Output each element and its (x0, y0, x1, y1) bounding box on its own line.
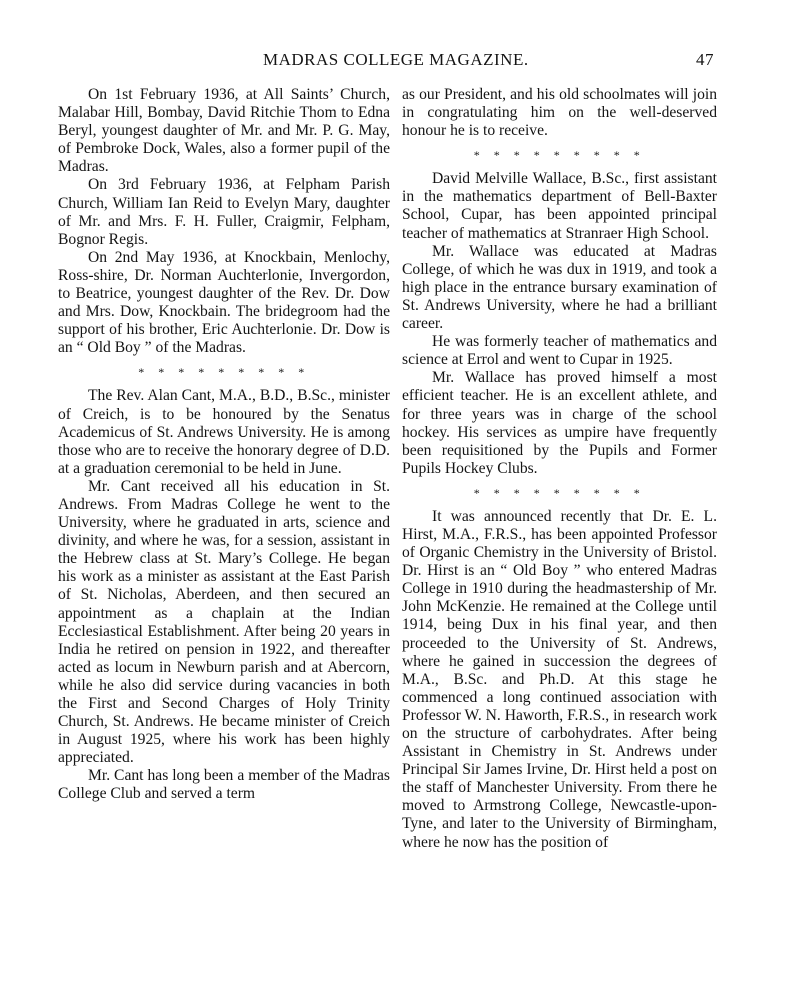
section-divider: * * * * * * * * * (473, 148, 646, 163)
cant-continued-paragraph: as our President, and his old schoolmates will join in congratulating him on the well-deserved honour he is to receive. (402, 86, 717, 140)
running-header (0, 50, 800, 74)
wallace-appointment-paragraph: David Melville Wallace, B.Sc., first assistant in the mathematics department of Bell-Baxter School, Cupar, has been appointed principal teacher of mathematics at Stranraer High School. (402, 170, 717, 242)
marriage-notice-thom: On 1st February 1936, at All Saints’ Church, Malabar Hill, Bombay, David Ritchie Thom to Edna Beryl, youngest daughter of Mr. and Mr. P. G. May, of Pembroke Dock, Wales, also a former pupil of the Madras. (58, 86, 390, 176)
left-column (58, 86, 390, 804)
marriage-notice-reid: On 3rd February 1936, at Felpham Parish Church, William Ian Reid to Evelyn Mary, daughter of Mr. and Mrs. F. H. Fuller, Craigmir, Felpham, Bognor Regis. (58, 176, 390, 248)
wallace-athlete-paragraph: Mr. Wallace has proved himself a most efficient teacher. He is an excellent athlete, and for three years was in charge of the school hockey. His services as umpire have frequently been requisitioned by the Pupils and Former Pupils Hockey Clubs. (402, 369, 717, 477)
right-column (402, 86, 717, 852)
cant-club-paragraph: Mr. Cant has long been a member of the Madras College Club and served a term (58, 767, 390, 803)
page-number: 47 (696, 50, 714, 69)
section-divider: * * * * * * * * * (138, 365, 310, 380)
section-divider: * * * * * * * * * (473, 485, 646, 500)
cant-honour-paragraph: The Rev. Alan Cant, M.A., B.D., B.Sc., minister of Creich, is to be honoured by the Senatus Academicus of St. Andrews University. He is among those who are to receive the honorary degree of D.D. at a graduation ceremonial to be held in June. (58, 387, 390, 477)
cant-career-paragraph: Mr. Cant received all his education in St. Andrews. From Madras College he went to the University, where he graduated in arts, science and divinity, and where he was, for a session, assistant in the Hebrew class at St. Mary’s College. He began his work as a minister as assistant at the East Parish of St. Nicholas, Aberdeen, and then secured an appointment as a chaplain at the Indian Ecclesiastical Establishment. After being 20 years in India he retired on pension in 1922, and thereafter acted as locum in Newburn parish and at Abercorn, while he also did service during vacancies in both the First and Second Charges of Holy Trinity Church, St. Andrews. He became minister of Creich in August 1925, where his work has been highly appreciated. (58, 477, 390, 767)
wallace-teaching-paragraph: He was formerly teacher of mathematics and science at Errol and went to Cupar in 1925. (402, 333, 717, 369)
hirst-appointment-paragraph: It was announced recently that Dr. E. L. Hirst, M.A., F.R.S., has been appointed Professor of Organic Chemistry in the University of Bristol. Dr. Hirst is an “ Old Boy ” who entered Madras College in 1910 during the headmastership of Mr. John McKenzie. He remained at the College until 1914, being Dux in his final year, and then proceeded to the University of St. Andrews, where he gained in succession the degrees of M.A., B.Sc. and Ph.D. At this stage he commenced a long continued association with Professor W. N. Haworth, F.R.S., in research work on the structure of carbohydrates. After being Assistant in Chemistry in St. Andrews under Principal Sir James Irvine, Dr. Hirst held a post on the staff of Manchester University. From there he moved to Armstrong College, Newcastle-upon-Tyne, and later to the University of Birmingham, where he now has the position of (402, 507, 717, 851)
marriage-notice-auchterlonie: On 2nd May 1936, at Knockbain, Menlochy, Ross-shire, Dr. Norman Auchterlonie, Invergordon, to Beatrice, youngest daughter of the Rev. Dr. Dow and Mrs. Dow, Knockbain. The bridegroom had the support of his brother, Eric Auchterlonie. Dr. Dow is an “ Old Boy ” of the Madras. (58, 248, 390, 357)
wallace-education-paragraph: Mr. Wallace was educated at Madras College, of which he was dux in 1919, and took a high place in the entrance bursary examination of St. Andrews University, where he had a brilliant career. (402, 242, 717, 333)
running-title: MADRAS COLLEGE MAGAZINE. (263, 50, 529, 69)
